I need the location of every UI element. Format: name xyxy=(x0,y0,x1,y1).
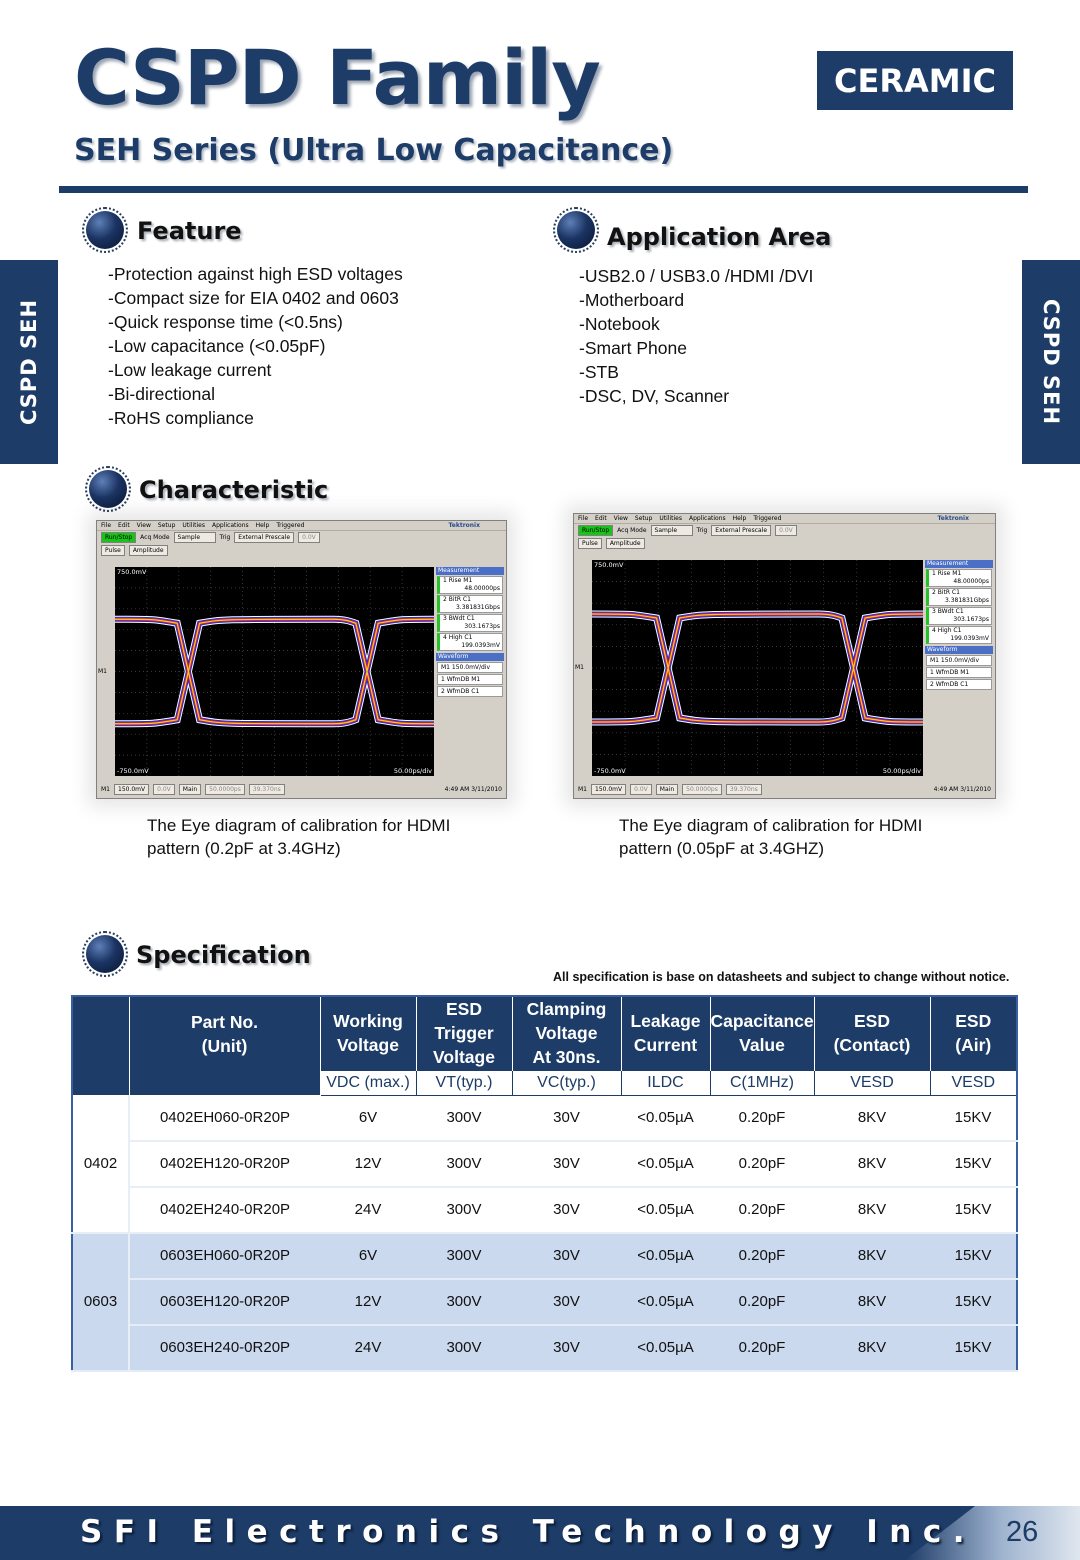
scope-menu-item: Help xyxy=(732,515,747,522)
status-main: Main xyxy=(656,784,678,795)
list-item: -RoHS compliance xyxy=(108,408,254,428)
table-cell: <0.05µA xyxy=(621,1279,710,1325)
scope-top-label: 750.0mV xyxy=(594,561,624,569)
page-title: CSPD Family xyxy=(74,33,600,122)
table-cell: 30V xyxy=(512,1141,621,1187)
acq-mode-label: Acq Mode xyxy=(617,527,647,534)
unit-cell: VDC (max.) xyxy=(320,1070,416,1095)
scope-menu-item: Setup xyxy=(634,515,653,522)
table-cell: 12V xyxy=(320,1141,416,1187)
size-group-cell: 0603 xyxy=(72,1233,129,1371)
trig-select: External Prescale xyxy=(234,532,294,543)
scope-menu-item: View xyxy=(136,522,151,529)
status-pos1: 50.0000ps xyxy=(682,784,722,795)
table-cell: 24V xyxy=(320,1187,416,1233)
status-datetime: 4:49 AM 3/11/2010 xyxy=(933,785,991,793)
status-scale: 150.0mV xyxy=(591,784,626,795)
list-item: -Compact size for EIA 0402 and 0603 xyxy=(108,288,399,308)
scope-menu-item: Help xyxy=(255,522,270,529)
table-cell: 15KV xyxy=(930,1325,1017,1371)
feature-heading: Feature xyxy=(137,217,242,245)
scope-menu-item: Triggered xyxy=(753,515,782,522)
eye-diagram-plot xyxy=(115,567,434,776)
measurement-cell: 4 High C1 199.0393mV xyxy=(437,633,503,651)
status-pos1: 50.0000ps xyxy=(205,784,245,795)
scope-time-div: 50.00ps/div xyxy=(393,767,432,775)
scope-menu-item: Edit xyxy=(118,522,130,529)
table-cell: 0.20pF xyxy=(710,1279,814,1325)
table-cell: 24V xyxy=(320,1325,416,1371)
table-cell: <0.05µA xyxy=(621,1325,710,1371)
waveform-cell: 1 WfmDB M1 xyxy=(437,674,503,685)
table-cell: 15KV xyxy=(930,1233,1017,1279)
table-row xyxy=(72,1141,1017,1187)
table-cell: 15KV xyxy=(930,1187,1017,1233)
trig-label: Trig xyxy=(696,527,708,534)
table-cell: 8KV xyxy=(814,1187,930,1233)
status-main: Main xyxy=(179,784,201,795)
scope-brand: Tektronix xyxy=(937,515,969,522)
eye-diagram-caption-2: The Eye diagram of calibration for HDMI pattern (0.05pF at 3.4GHZ) xyxy=(619,816,923,858)
measurement-cell: 1 Rise M1 48.00000ps xyxy=(437,576,503,594)
specification-table xyxy=(71,995,1018,1372)
list-item: -Bi-directional xyxy=(108,384,215,404)
list-item: -DSC, DV, Scanner xyxy=(579,386,730,406)
table-cell: 300V xyxy=(416,1279,512,1325)
status-scale: 150.0mV xyxy=(114,784,149,795)
part-number-cell: 0402EH120-0R20P xyxy=(129,1141,320,1187)
size-group-cell: 0402 xyxy=(72,1095,129,1233)
table-cell: 15KV xyxy=(930,1095,1017,1141)
table-header-size xyxy=(72,996,129,1095)
table-cell: 12V xyxy=(320,1279,416,1325)
scope-display xyxy=(592,560,923,776)
specification-note: All specification is base on datasheets and subject to change without notice. xyxy=(553,970,1010,984)
scope-menu-item: File xyxy=(101,522,112,529)
table-cell: <0.05µA xyxy=(621,1233,710,1279)
table-cell: 6V xyxy=(320,1095,416,1141)
table-row xyxy=(72,1187,1017,1233)
table-header-part-unit xyxy=(129,1070,320,1095)
measurement-cell: 4 High C1 199.0393mV xyxy=(926,626,992,644)
list-item: -STB xyxy=(579,362,619,382)
waveform-cell: 2 WfmDB C1 xyxy=(926,679,992,690)
series-subtitle: SEH Series (Ultra Low Capacitance) xyxy=(74,133,674,168)
table-row xyxy=(72,1233,1017,1279)
page-number: 26 xyxy=(1006,1516,1039,1548)
measurement-panel xyxy=(925,560,993,691)
table-cell: 0.20pF xyxy=(710,1187,814,1233)
part-number-cell: 0603EH240-0R20P xyxy=(129,1325,320,1371)
table-cell: 30V xyxy=(512,1279,621,1325)
unit-cell: C(1MHz) xyxy=(710,1070,814,1095)
list-item: -Low leakage current xyxy=(108,360,272,380)
acq-mode-label: Acq Mode xyxy=(140,534,170,541)
measurement-header: Measurement xyxy=(436,567,504,575)
amplitude-select: Amplitude xyxy=(606,538,645,549)
unit-cell: VT(typ.) xyxy=(416,1070,512,1095)
m1-marker: M1 xyxy=(575,664,584,671)
table-header-capacitance: Capacitance Value xyxy=(710,996,814,1070)
measurement-panel xyxy=(436,567,504,698)
specification-heading: Specification xyxy=(136,941,311,969)
footer-bar xyxy=(0,1506,1080,1560)
side-tab-right xyxy=(1022,260,1080,464)
run-stop-button: Run/Stop xyxy=(101,532,136,543)
table-header-clamping: Clamping Voltage At 30ns. xyxy=(512,996,621,1070)
table-cell: 8KV xyxy=(814,1325,930,1371)
measurement-cell: 2 BitR C1 3.381831Gbps xyxy=(437,595,503,613)
list-item: -Motherboard xyxy=(579,290,685,310)
ceramic-badge: CERAMIC xyxy=(817,51,1013,110)
scope-display xyxy=(115,567,434,776)
scope-top-label: 750.0mV xyxy=(117,568,147,576)
table-cell: <0.05µA xyxy=(621,1141,710,1187)
table-cell: <0.05µA xyxy=(621,1187,710,1233)
application-list xyxy=(579,264,813,408)
waveform-cell: 1 WfmDB M1 xyxy=(926,667,992,678)
application-heading: Application Area xyxy=(607,223,832,251)
side-tab-left-label: CSPD SEH xyxy=(17,298,42,426)
table-cell: 30V xyxy=(512,1187,621,1233)
run-stop-button: Run/Stop xyxy=(578,525,613,536)
table-cell: 30V xyxy=(512,1325,621,1371)
table-cell: 8KV xyxy=(814,1141,930,1187)
amplitude-select: Amplitude xyxy=(129,545,168,556)
side-tab-left xyxy=(0,260,58,464)
unit-cell: ILDC xyxy=(621,1070,710,1095)
list-item: -Protection against high ESD voltages xyxy=(108,264,403,284)
acq-mode-select: Sample xyxy=(651,525,693,536)
table-cell: 0.20pF xyxy=(710,1325,814,1371)
status-channel: M1 xyxy=(578,785,587,793)
list-item: -Quick response time (<0.5ns) xyxy=(108,312,343,332)
part-number-cell: 0402EH060-0R20P xyxy=(129,1095,320,1141)
status-pos2: 39.370ns xyxy=(726,784,762,795)
measurement-cell: 1 Rise M1 48.00000ps xyxy=(926,569,992,587)
scope-status-bar xyxy=(101,783,502,795)
scope-menu-item: Setup xyxy=(157,522,176,529)
table-header-esd-contact: ESD (Contact) xyxy=(814,996,930,1070)
status-offset: 0.0V xyxy=(153,784,175,795)
eye-diagram-caption-1: The Eye diagram of calibration for HDMI pattern (0.2pF at 3.4GHz) xyxy=(147,816,451,858)
eye-diagram-plot xyxy=(592,560,923,776)
table-header-leakage: Leakage Current xyxy=(621,996,710,1070)
table-cell: <0.05µA xyxy=(621,1095,710,1141)
oscilloscope-screenshot-2 xyxy=(573,513,996,799)
table-cell: 8KV xyxy=(814,1095,930,1141)
table-row xyxy=(72,1279,1017,1325)
waveform-cell: M1 150.0mV/div xyxy=(926,655,992,666)
scope-bottom-label: -750.0mV xyxy=(117,767,149,775)
list-item: -USB2.0 / USB3.0 /HDMI /DVI xyxy=(579,266,814,286)
trig-select: External Prescale xyxy=(711,525,771,536)
table-cell: 30V xyxy=(512,1095,621,1141)
table-row xyxy=(72,1325,1017,1371)
table-cell: 300V xyxy=(416,1095,512,1141)
scope-menu-item: Utilities xyxy=(659,515,682,522)
status-pos2: 39.370ns xyxy=(249,784,285,795)
waveform-header: Waveform xyxy=(925,646,993,654)
measurement-cell: 3 BWdt C1 303.1673ps xyxy=(437,614,503,632)
characteristic-heading: Characteristic xyxy=(139,476,329,504)
specification-bullet-icon xyxy=(82,931,128,977)
scope-menu-item: Utilities xyxy=(182,522,205,529)
unit-cell: VESD xyxy=(930,1070,1017,1095)
pulse-select: Pulse xyxy=(101,545,125,556)
waveform-cell: 2 WfmDB C1 xyxy=(437,686,503,697)
table-cell: 300V xyxy=(416,1233,512,1279)
table-cell: 15KV xyxy=(930,1279,1017,1325)
scope-menu-item: View xyxy=(613,515,628,522)
trig-label: Trig xyxy=(219,534,231,541)
trig-level: 0.0V xyxy=(298,532,320,543)
feature-list xyxy=(108,262,403,430)
scope-menu-item: Applications xyxy=(211,522,249,529)
unit-cell: VESD xyxy=(814,1070,930,1095)
pulse-select: Pulse xyxy=(578,538,602,549)
table-cell: 30V xyxy=(512,1233,621,1279)
status-offset: 0.0V xyxy=(630,784,652,795)
part-number-cell: 0603EH120-0R20P xyxy=(129,1279,320,1325)
characteristic-bullet-icon xyxy=(85,466,131,512)
measurement-cell: 3 BWdt C1 303.1673ps xyxy=(926,607,992,625)
measurement-header: Measurement xyxy=(925,560,993,568)
table-cell: 300V xyxy=(416,1325,512,1371)
table-header-trigger: ESD Trigger Voltage xyxy=(416,996,512,1070)
table-cell: 0.20pF xyxy=(710,1233,814,1279)
m1-marker: M1 xyxy=(98,667,107,675)
table-header-working: Working Voltage xyxy=(320,996,416,1070)
table-cell: 8KV xyxy=(814,1233,930,1279)
measurement-cell: 2 BitR C1 3.381831Gbps xyxy=(926,588,992,606)
acq-mode-select: Sample xyxy=(174,532,216,543)
header-rule xyxy=(59,186,1028,193)
unit-cell: VC(typ.) xyxy=(512,1070,621,1095)
table-cell: 6V xyxy=(320,1233,416,1279)
application-bullet-icon xyxy=(553,207,599,253)
table-header-part: Part No. (Unit) xyxy=(129,996,320,1070)
table-cell: 8KV xyxy=(814,1279,930,1325)
part-number-cell: 0603EH060-0R20P xyxy=(129,1233,320,1279)
scope-menu-item: Triggered xyxy=(276,522,305,529)
table-row xyxy=(72,1095,1017,1141)
scope-status-bar xyxy=(578,783,991,795)
scope-menu-item: Edit xyxy=(595,515,607,522)
table-cell: 300V xyxy=(416,1141,512,1187)
table-cell: 300V xyxy=(416,1187,512,1233)
list-item: -Low capacitance (<0.05pF) xyxy=(108,336,326,356)
waveform-header: Waveform xyxy=(436,653,504,661)
scope-time-div: 50.00ps/div xyxy=(882,767,921,775)
table-cell: 15KV xyxy=(930,1141,1017,1187)
trig-level: 0.0V xyxy=(775,525,797,536)
side-tab-right-label: CSPD SEH xyxy=(1039,298,1064,426)
status-channel: M1 xyxy=(101,785,110,793)
feature-bullet-icon xyxy=(82,207,128,253)
part-number-cell: 0402EH240-0R20P xyxy=(129,1187,320,1233)
list-item: -Smart Phone xyxy=(579,338,687,358)
scope-menu-item: Applications xyxy=(688,515,726,522)
scope-brand: Tektronix xyxy=(448,522,480,529)
table-cell: 0.20pF xyxy=(710,1141,814,1187)
scope-bottom-label: -750.0mV xyxy=(594,767,626,775)
company-name: SFI Electronics Technology Inc. xyxy=(80,1514,976,1550)
scope-menu-item: File xyxy=(578,515,589,522)
oscilloscope-screenshot-1 xyxy=(96,520,507,799)
status-datetime: 4:49 AM 3/11/2010 xyxy=(444,785,502,793)
table-cell: 0.20pF xyxy=(710,1095,814,1141)
table-header-esd-air: ESD (Air) xyxy=(930,996,1017,1070)
list-item: -Notebook xyxy=(579,314,660,334)
waveform-cell: M1 150.0mV/div xyxy=(437,662,503,673)
